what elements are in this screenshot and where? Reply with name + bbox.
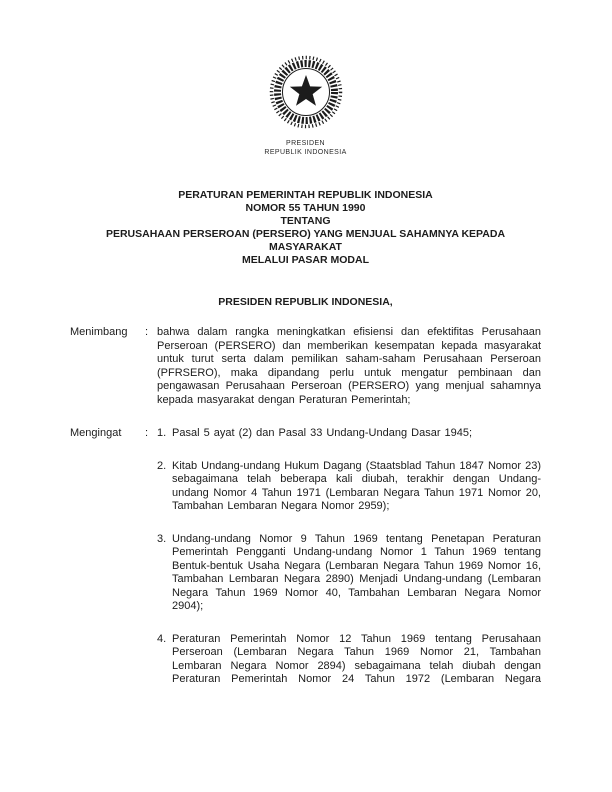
title-line-regulation: PERATURAN PEMERINTAH REPUBLIK INDONESIA — [178, 189, 433, 201]
list-item — [157, 533, 541, 614]
list-item — [157, 427, 541, 441]
list-item-number: 3. — [157, 532, 167, 545]
preamble-heading: PRESIDEN REPUBLIK INDONESIA, — [218, 296, 393, 308]
title-line-number: NOMOR 55 TAHUN 1990 — [245, 202, 366, 214]
mengingat-label: Mengingat — [70, 427, 122, 439]
list-item-text: Pasal 5 ayat (2) dan Pasal 33 Undang-Undang Dasar 1945; — [172, 427, 473, 439]
mengingat-section — [70, 427, 541, 687]
mengingat-colon: : — [145, 427, 149, 439]
list-item-text: Kitab Undang-undang Hukum Dagang (Staatsblad Tahun 1847 Nomor 23) sebagaimana telah beberapa kali diubah, terakhir dengan Undang-undang Nomor 4 Tahun 1971 (Lembaran Negara Tahun 1971 Nomor 20, Tambahan Lembaran Negara Nomor 2959); — [172, 459, 541, 512]
list-item-text: Peraturan Pemerintah Nomor 12 Tahun 1969 tentang Perusahaan Perseroan (Lembaran Negara Tahun 1969 Nomor 21, Tambahan Lembaran Negara Nomor 2894) sebagaimana telah diubah dengan Peraturan Pemerintah Nomor 24 Tahun 1972 (Lembaran Negara — [172, 632, 541, 685]
mengingat-list — [157, 427, 541, 687]
list-item-text: Undang-undang Nomor 9 Tahun 1969 tentang Penetapan Peraturan Pemerintah Pengganti Undang-undang Nomor 1 Tahun 1969 tentang Bentuk-bentuk Usaha Negara (Lembaran Negara Tahun 1969 Nomor 16, Tambahan Lembaran Negara 2890) Menjadi Undang-undang (Lembaran Negara Tahun 1969 Nomor 40, Tambahan Lembaran Negara Nomor 2904); — [172, 532, 541, 612]
title-line-melalui: MELALUI PASAR MODAL — [242, 254, 369, 266]
star-wreath-icon — [266, 52, 346, 132]
state-emblem — [266, 52, 346, 132]
title-block — [73, 189, 538, 267]
menimbang-text: bahwa dalam rangka meningkatkan efisiensi dan efektifitas Perusahaan Perseroan (PERSERO) dan memberikan kesempatan kepada masyarakat untuk turut serta dalam pemilikan saham-saham Perusahaan Perseroan (PFRSERO), maka dipandang perlu untuk mengatur pembinaan dan pengawasan Perusahaan Perseroan (PERSERO) yang menjual sahamnya kepada masyarakat dengan Peraturan Pemerintah; — [157, 326, 541, 406]
letterhead-line-republik: REPUBLIK INDONESIA — [264, 149, 347, 156]
menimbang-label: Menimbang — [70, 326, 128, 338]
title-line-tentang: TENTANG — [280, 215, 331, 227]
list-item — [157, 460, 541, 514]
list-item-number: 2. — [157, 459, 167, 472]
list-item-number: 1. — [157, 427, 167, 439]
letterhead — [70, 52, 541, 157]
list-item — [157, 633, 541, 687]
title-line-subject: PERUSAHAAN PERSEROAN (PERSERO) YANG MENJUAL SAHAMNYA KEPADA MASYARAKAT — [105, 228, 506, 253]
letterhead-line-presiden: PRESIDEN — [286, 140, 325, 147]
menimbang-colon: : — [145, 326, 149, 338]
list-item-number: 4. — [157, 632, 167, 645]
menimbang-section — [70, 326, 541, 407]
letterhead-text — [70, 139, 541, 157]
